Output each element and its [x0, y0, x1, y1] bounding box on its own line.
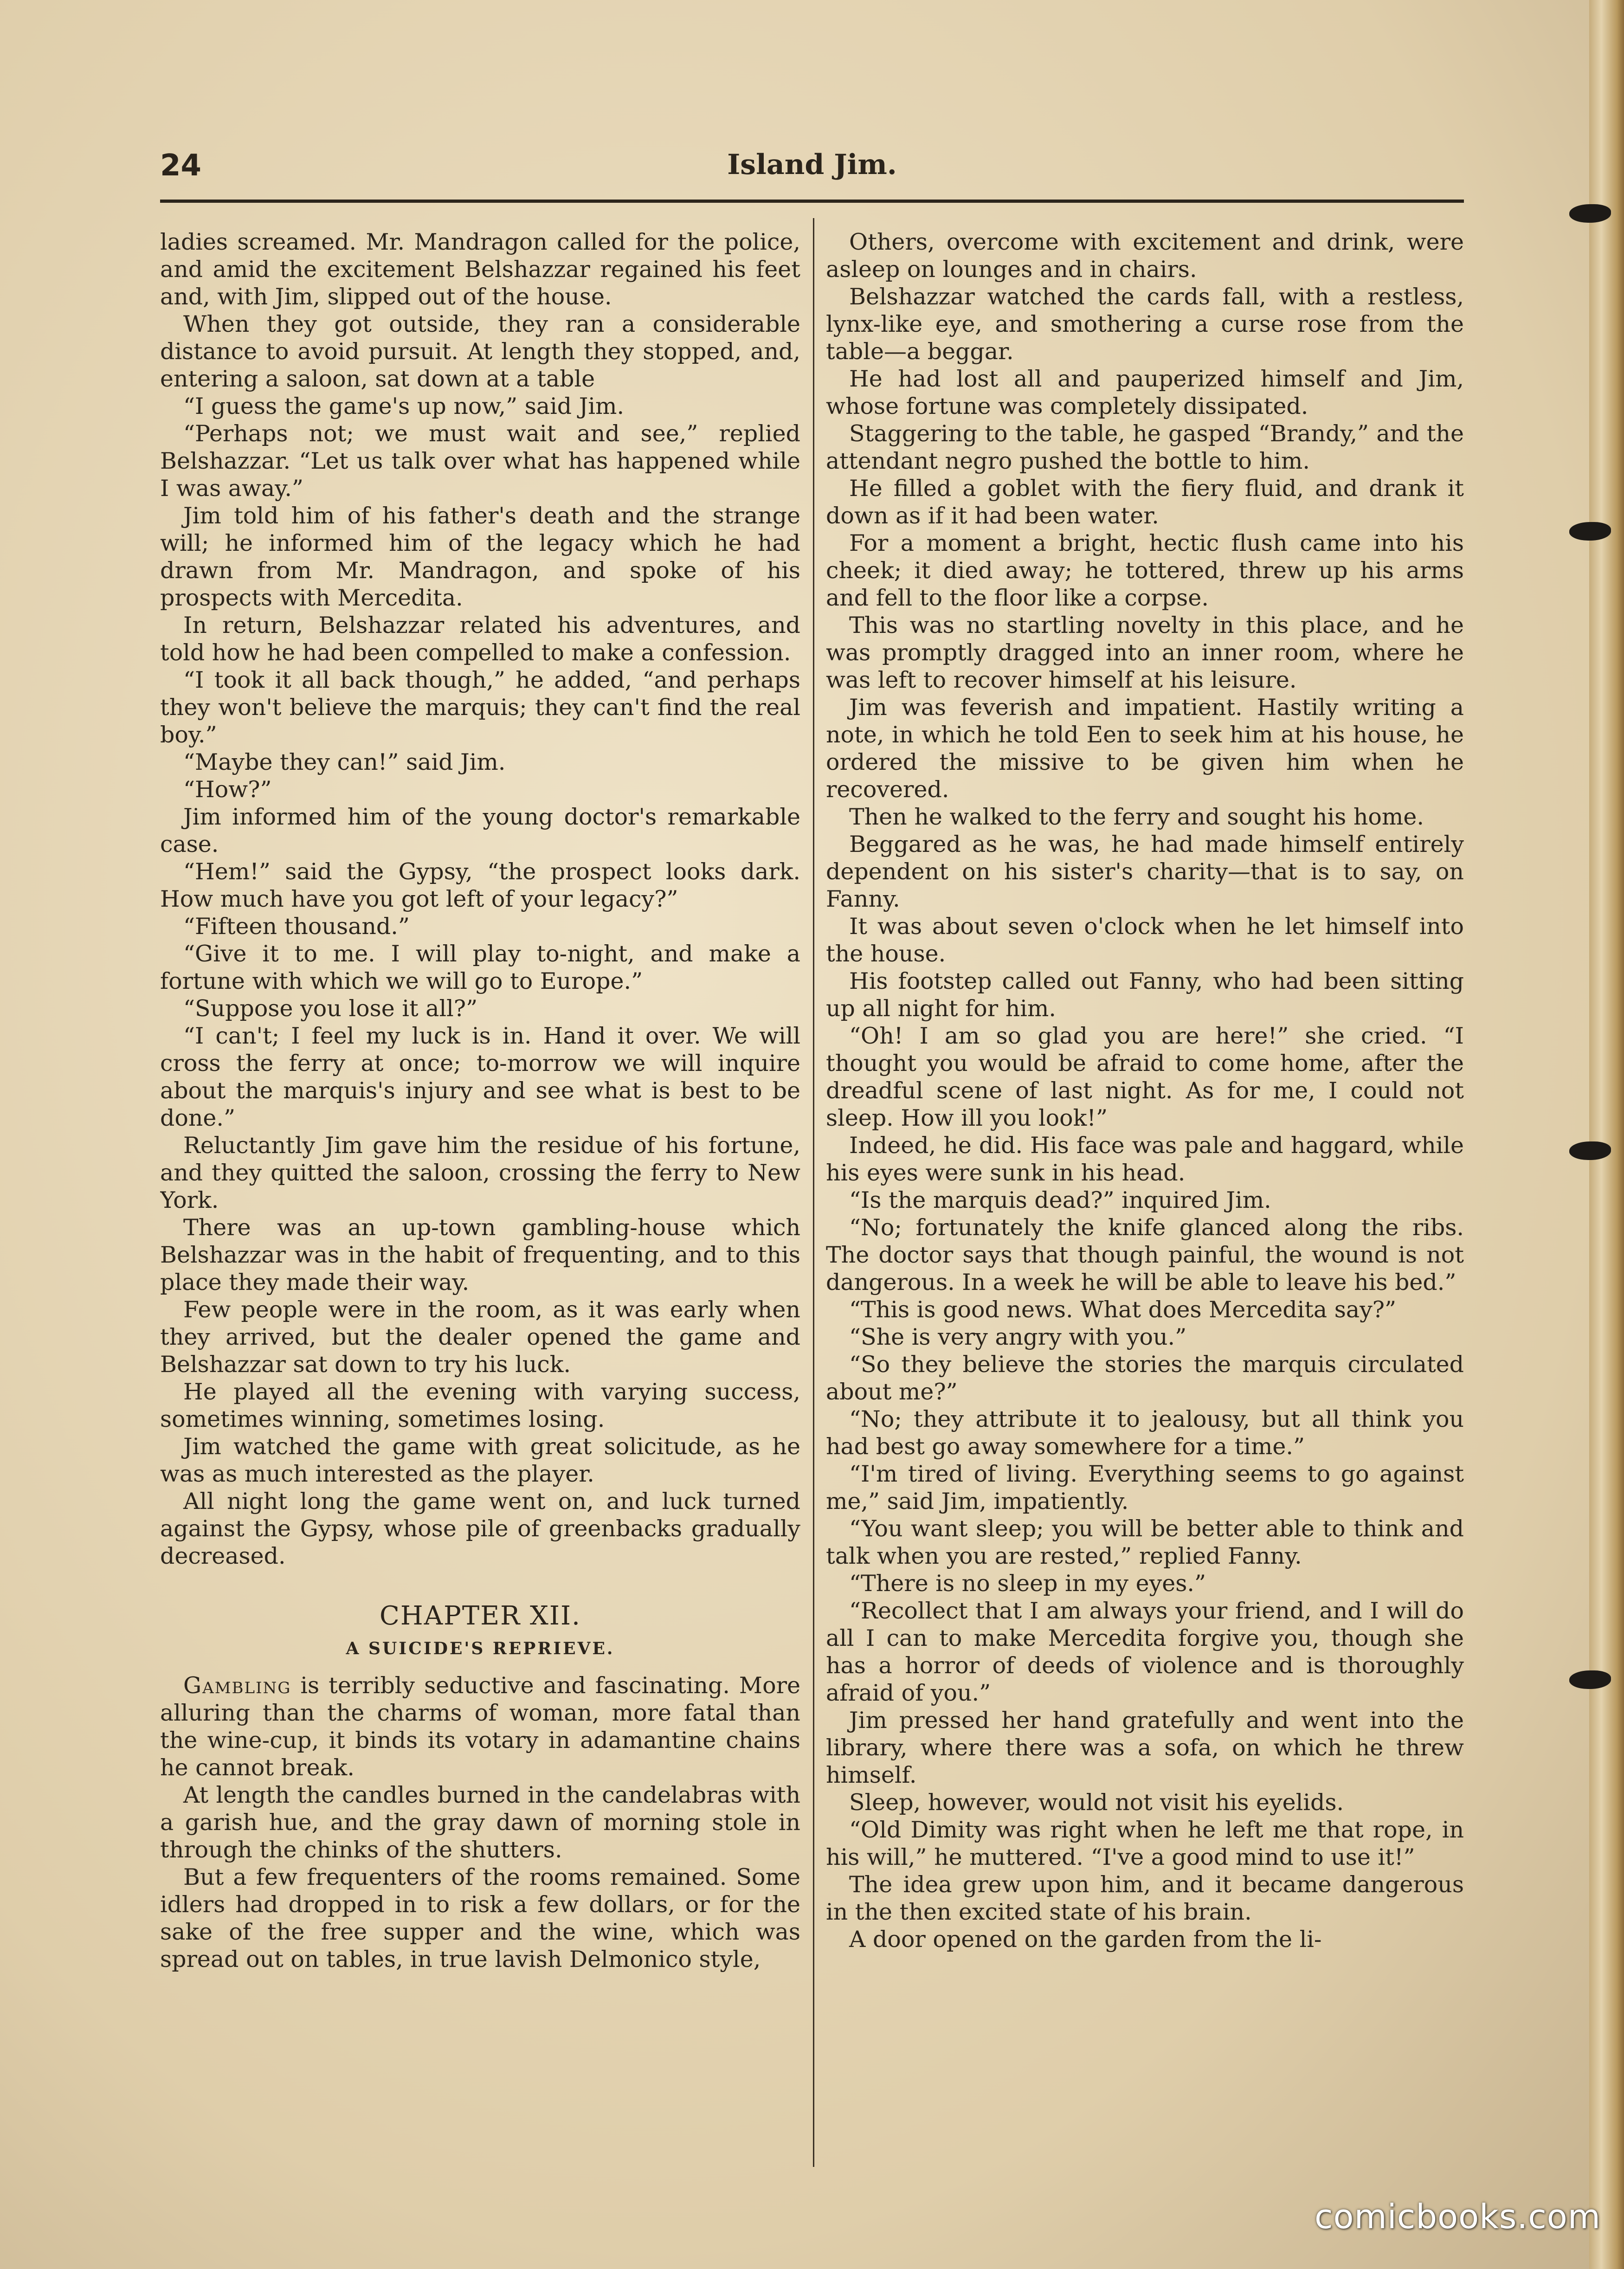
paragraph: In return, Belshazzar related his adventures, and told how he had been compelled to make a confession. [160, 612, 800, 666]
paragraph: Jim informed him of the young doctor's remarkable case. [160, 804, 800, 857]
paragraph: A door opened on the garden from the li- [849, 1926, 1322, 1953]
paragraph: He played all the evening with varying success, sometimes winning, sometimes losing. [160, 1379, 800, 1432]
right-column [826, 228, 1464, 2186]
staple-icon [1569, 204, 1611, 223]
paragraph: ladies screamed. Mr. Mandragon called for the police, and amid the excitement Belshazzar regained his feet and, with Jim, slipped out of the house. [160, 229, 800, 310]
paragraph: “How?” [183, 776, 272, 803]
paragraph: Jim watched the game with great solicitude, as he was as much interested as the player. [160, 1433, 800, 1487]
left-column [160, 228, 800, 2186]
staple-icon [1569, 1141, 1611, 1160]
paragraph: For a moment a bright, hectic flush came into his cheek; it died away; he tottered, threw up his arms and fell to the floor like a corpse. [826, 530, 1464, 611]
paragraph: “I took it all back though,” he added, “and perhaps they won't believe the marquis; they can't find the real boy.” [160, 667, 800, 748]
paragraph: “Give it to me. I will play to-night, and make a fortune with which we will go to Europe.” [160, 941, 800, 994]
column-divider [813, 218, 814, 2167]
paragraph: Few people were in the room, as it was early when they arrived, but the dealer opened the game and Belshazzar sat down to try his luck. [160, 1296, 800, 1378]
paragraph: “She is very angry with you.” [849, 1324, 1187, 1350]
paragraph: “Suppose you lose it all?” [183, 995, 478, 1022]
paragraph: “Oh! I am so glad you are here!” she cried. “I thought you would be afraid to come home, after the dreadful scene of last night. As for me, I could not sleep. How ill you look!” [826, 1023, 1464, 1131]
paragraph: He had lost all and pauperized himself and Jim, whose fortune was completely dissipated. [826, 366, 1464, 419]
staple-icon [1569, 522, 1611, 541]
paragraph: “Fifteen thousand.” [183, 913, 410, 940]
chapter-title: CHAPTER XII. [380, 1601, 581, 1631]
binding-spine [1589, 0, 1624, 2269]
paragraph: Reluctantly Jim gave him the residue of his fortune, and they quitted the saloon, crossing the ferry to New York. [160, 1132, 800, 1213]
paragraph: It was about seven o'clock when he let himself into the house. [826, 913, 1464, 967]
paragraph: “This is good news. What does Mercedita say?” [849, 1296, 1397, 1323]
header-rule [160, 200, 1464, 203]
paragraph: Then he walked to the ferry and sought his home. [849, 804, 1424, 830]
paragraph: “There is no sleep in my eyes.” [849, 1570, 1206, 1597]
chapter-first-word: Gambling [183, 1672, 291, 1699]
paragraph: He filled a goblet with the fiery fluid, and drank it down as if it had been water. [826, 475, 1464, 529]
paragraph: Sleep, however, would not visit his eyelids. [849, 1789, 1344, 1816]
paragraph: The idea grew upon him, and it became dangerous in the then excited state of his brain. [826, 1871, 1464, 1925]
page-number: 24 [160, 148, 202, 183]
paragraph: “So they believe the stories the marquis circulated about me?” [826, 1351, 1464, 1405]
chapter-first-rest: is terribly seductive and fascinating. More alluring than the charms of woman, more fatal than the wine-cup, it binds its votary in adamantine chains he cannot break. [160, 1672, 800, 1781]
paragraph: When they got outside, they ran a considerable distance to avoid pursuit. At length they stopped, and, entering a saloon, sat down at a table [160, 311, 800, 392]
paragraph: His footstep called out Fanny, who had been sitting up all night for him. [826, 968, 1464, 1022]
paragraph: Jim pressed her hand gratefully and went into the library, where there was a sofa, on which he threw himself. [826, 1707, 1464, 1788]
paragraph: “I'm tired of living. Everything seems to go against me,” said Jim, impatiently. [826, 1461, 1464, 1515]
paragraph: “I can't; I feel my luck is in. Hand it over. We will cross the ferry at once; to-morrow we will inquire about the marquis's injury and see what is best to be done.” [160, 1023, 800, 1131]
paragraph: “No; they attribute it to jealousy, but all think you had best go away somewhere for a time.” [826, 1406, 1464, 1460]
paragraph: “Old Dimity was right when he left me that rope, in his will,” he muttered. “I've a good mind to use it!” [826, 1817, 1464, 1870]
paragraph: Beggared as he was, he had made himself entirely dependent on his sister's charity—that is to say, on Fanny. [826, 831, 1464, 912]
paragraph: There was an up-town gambling-house which Belshazzar was in the habit of frequenting, and to this place they made their way. [160, 1214, 800, 1296]
watermark: comicbooks.com [1314, 2197, 1601, 2236]
paragraph: Staggering to the table, he gasped “Brandy,” and the attendant negro pushed the bottle to him. [826, 420, 1464, 474]
staple-icon [1569, 1670, 1611, 1689]
paragraph: This was no startling novelty in this place, and he was promptly dragged into an inner room, where he was left to recover himself at his leisure. [826, 612, 1464, 693]
paragraph: “You want sleep; you will be better able to think and talk when you are rested,” replied Fanny. [826, 1515, 1464, 1569]
running-head [160, 148, 1464, 195]
paragraph: Indeed, he did. His face was pale and haggard, while his eyes were sunk in his head. [826, 1132, 1464, 1186]
paragraph: “Is the marquis dead?” inquired Jim. [849, 1187, 1271, 1213]
paragraph: “Perhaps not; we must wait and see,” replied Belshazzar. “Let us talk over what has happened while I was away.” [160, 420, 800, 502]
paragraph: Jim told him of his father's death and the strange will; he informed him of the legacy which he had drawn from Mr. Mandragon, and spoke of his prospects with Mercedita. [160, 503, 800, 611]
paragraph: “No; fortunately the knife glanced along the ribs. The doctor says that though painful, the wound is not dangerous. In a week he will be able to leave his bed.” [826, 1214, 1464, 1296]
chapter-opening-paragraph [160, 1672, 800, 1781]
paragraph: Belshazzar watched the cards fall, with a restless, lynx-like eye, and smothering a curse rose from the table—a beggar. [826, 284, 1464, 365]
paragraph: All night long the game went on, and luck turned against the Gypsy, whose pile of greenbacks gradually decreased. [160, 1488, 800, 1569]
running-title: Island Jim. [727, 148, 897, 181]
paragraph: “I guess the game's up now,” said Jim. [183, 393, 625, 419]
paragraph: But a few frequenters of the rooms remained. Some idlers had dropped in to risk a few dollars, or for the sake of the free supper and the wine, which was spread out on tables, in true lavish Delmonico style, [160, 1864, 800, 1972]
paragraph: “Maybe they can!” said Jim. [183, 749, 506, 775]
paragraph: Jim was feverish and impatient. Hastily writing a note, in which he told Een to seek him at his house, he ordered the missive to be given him when he recovered. [826, 694, 1464, 803]
paragraph: “Recollect that I am always your friend, and I will do all I can to make Mercedita forgive you, though she has a horror of deeds of violence and is thoroughly afraid of you.” [826, 1598, 1464, 1706]
paragraph: Others, overcome with excitement and drink, were asleep on lounges and in chairs. [826, 229, 1464, 283]
chapter-subtitle: A SUICIDE'S REPRIEVE. [346, 1639, 615, 1658]
paragraph: “Hem!” said the Gypsy, “the prospect looks dark. How much have you got left of your legacy?” [160, 858, 800, 912]
paragraph: At length the candles burned in the candelabras with a garish hue, and the gray dawn of morning stole in through the chinks of the shutters. [160, 1782, 800, 1863]
